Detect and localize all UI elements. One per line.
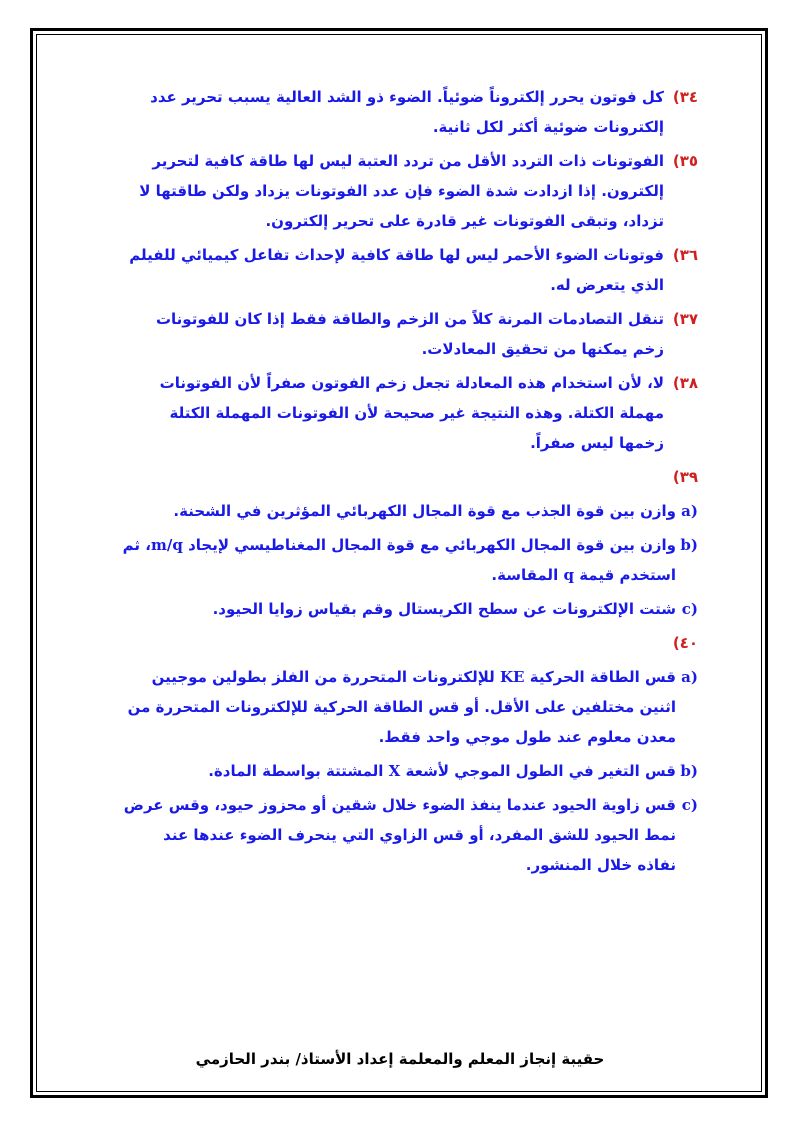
- sub-text: شتت الإلكترونات عن سطح الكريستال وقم بقياس زوايا الحيود.: [212, 600, 676, 618]
- latin-term-x: X: [388, 762, 401, 780]
- answer-36: [120, 240, 698, 300]
- answer-text: لا، لأن استخدام هذه المعادلة تجعل زخم الفوتون صفراً لأن الفوتونات مهملة الكتلة. وهذه النتيجة غير صحيحة لأن الفوتونات المهملة الكتلة زخمها ليس صفراً.: [159, 374, 664, 452]
- sub-label: c): [681, 796, 698, 814]
- answer-number: ٣٨): [672, 374, 698, 392]
- answer-number: ٣٧): [672, 310, 698, 328]
- sub-text: وازن بين قوة الجذب مع قوة المجال الكهربائي المؤثرين في الشحنة.: [173, 502, 676, 520]
- sub-text: [120, 756, 676, 786]
- answer-39-a: [120, 496, 698, 526]
- answer-number: ٣٥): [672, 152, 698, 170]
- sub-label: b): [680, 762, 698, 780]
- sub-text-post: للإلكترونات المتحررة من الفلز بطولين موجيين اثنين مختلفين على الأقل. أو قس الطاقة الحركية للإلكترونات المتحررة من معدن معلوم عند طول موجي واحد فقط.: [127, 668, 676, 746]
- sub-text-post: المقاسة.: [491, 566, 559, 584]
- page-footer: حقيبة إنجاز المعلم والمعلمة إعداد الأستاذ/ بندر الحازمي: [195, 1050, 605, 1068]
- answer-number: ٣٦): [672, 246, 698, 264]
- sub-text: [120, 662, 676, 752]
- answer-text: فوتونات الضوء الأحمر ليس لها طاقة كافية لإحداث تفاعل كيميائي للفيلم الذي يتعرض له.: [129, 246, 664, 294]
- sub-text-post: المشتتة بواسطة المادة.: [208, 762, 384, 780]
- sub-text-mid: ، ثم استخدم قيمة: [122, 536, 676, 584]
- answers-content: [120, 82, 698, 884]
- answer-35: [120, 146, 698, 236]
- question-39-heading: ٣٩): [672, 468, 698, 486]
- latin-term-mq: m/q: [151, 536, 183, 554]
- sub-label: a): [681, 502, 698, 520]
- answer-39-b: [120, 530, 698, 590]
- answer-40-c: [120, 790, 698, 880]
- answer-40-a: [120, 662, 698, 752]
- sub-text-pre: قس التغير في الطول الموجي لأشعة: [405, 762, 676, 780]
- latin-term-ke: KE: [500, 668, 525, 686]
- sub-text: [120, 530, 676, 590]
- answer-37: [120, 304, 698, 364]
- answer-text: كل فوتون يحرر إلكتروناً ضوئياً. الضوء ذو الشد العالية يسبب تحرير عدد إلكترونات ضوئية أكثر لكل ثانية.: [150, 88, 664, 136]
- sub-text: قس زاوية الحيود عندما ينفذ الضوء خلال شقين أو محزوز حيود، وقس عرض نمط الحيود للشق المفرد، أو قس الزاوي التي ينحرف الضوء عندها عند نفاذه خلال المنشور.: [123, 796, 676, 874]
- sub-text-pre: وازن بين قوة المجال الكهربائي مع قوة المجال المغناطيسي لإيجاد: [188, 536, 676, 554]
- sub-label: c): [681, 600, 698, 618]
- question-40-heading: ٤٠): [672, 634, 698, 652]
- answer-number: ٣٤): [672, 88, 698, 106]
- answer-text: تنقل التصادمات المرنة كلاً من الزخم والطاقة فقط إذا كان للفوتونات زخم يمكنها من تحقيق المعادلات.: [155, 310, 664, 358]
- sub-text-pre: قس الطاقة الحركية: [529, 668, 676, 686]
- answer-text: الفوتونات ذات التردد الأقل من تردد العتبة ليس لها طاقة كافية لتحرير إلكترون. إذا ازدادت شدة الضوء فإن عدد الفوتونات يزداد ولكن طاقتها لا تزداد، وتبقى الفوتونات غير قادرة على تحرير إلكترون.: [139, 152, 664, 230]
- answer-40-b: [120, 756, 698, 786]
- sub-label: a): [681, 668, 698, 686]
- answer-34: [120, 82, 698, 142]
- answer-39-c: [120, 594, 698, 624]
- sub-label: b): [680, 536, 698, 554]
- latin-term-q: q: [563, 566, 574, 584]
- answer-38: [120, 368, 698, 458]
